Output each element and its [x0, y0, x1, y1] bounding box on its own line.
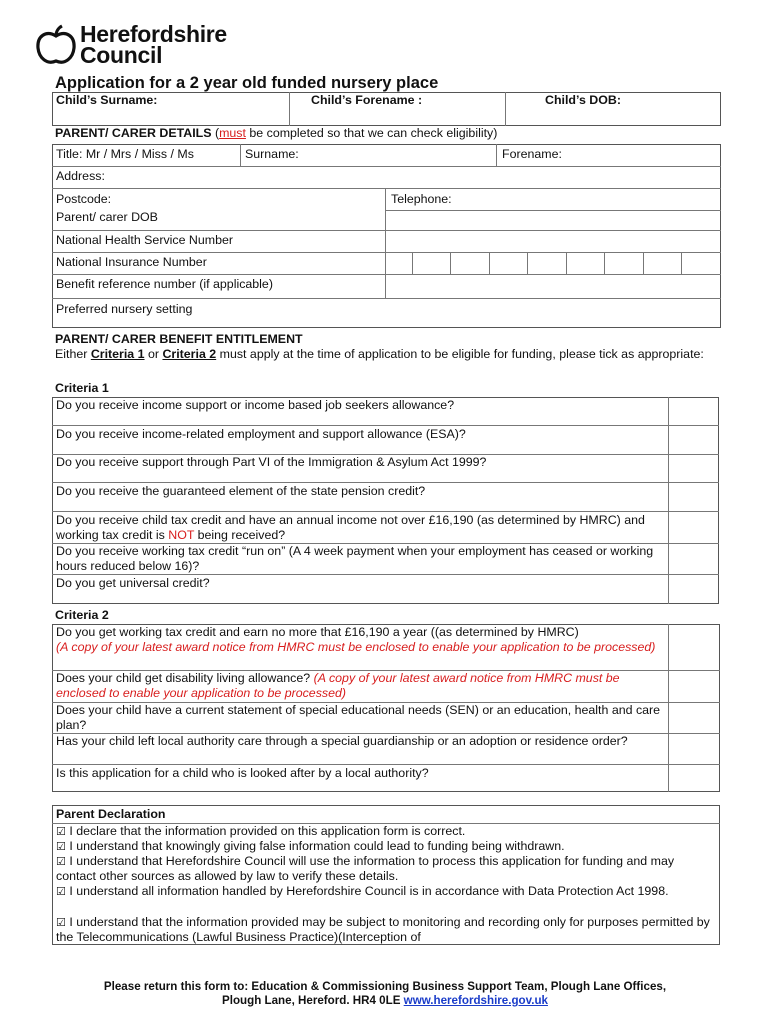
criteria1-q7: Do you get universal credit?	[56, 576, 210, 590]
declaration-item-5: ☑ I understand that the information provided may be subject to monitoring and recording only for purposes permitted by the Telecommunications (Lawful Business Practice)(Interception of	[56, 915, 710, 944]
checkbox-icon: ☑	[56, 840, 66, 853]
checkbox-icon: ☑	[56, 855, 66, 868]
footer-line1: Please return this form to: Education & Commissioning Business Support Team, Plough Lane Offices,	[103, 980, 667, 993]
checkbox-icon: ☑	[56, 916, 66, 929]
nhs-number-field[interactable]: National Health Service Number	[56, 233, 233, 247]
council-name-line1: Herefordshire	[80, 21, 227, 47]
footer-line2: Plough Lane, Hereford. HR4 0LE www.herefordshire.gov.uk	[222, 994, 548, 1007]
criteria1-tick-box-2[interactable]	[669, 426, 718, 454]
criteria2-tick-box-5[interactable]	[669, 765, 719, 791]
criteria1-tick-box-4[interactable]	[669, 483, 718, 511]
page-title: Application for a 2 year old funded nursery place	[55, 74, 439, 92]
address-field[interactable]: Address:	[56, 169, 105, 183]
criteria1-q6: Do you receive working tax credit “run on” (A 4 week payment when your employment has ceased or working hours reduced below 16)?	[56, 544, 654, 573]
parent-forename-field[interactable]: Forename:	[502, 147, 562, 161]
criteria1-q1: Do you receive income support or income based job seekers allowance?	[56, 398, 455, 412]
benefit-ref-field[interactable]: Benefit reference number (if applicable)	[56, 277, 273, 291]
declaration-item-4: ☑ I understand all information handled by Herefordshire Council is in accordance with Data Protection Act 1998.	[56, 884, 669, 898]
criteria2-q4: Has your child left local authority care through a special guardianship or an adoption or residence order?	[56, 734, 628, 748]
criteria2-q2: Does your child get disability living allowance? (A copy of your latest award notice from HMRC must be enclosed to enable your application to be processed)	[56, 671, 620, 700]
declaration-item-1: ☑ I declare that the information provided on this application form is correct.	[56, 824, 466, 838]
criteria1-q2: Do you receive income-related employment and support allowance (ESA)?	[56, 427, 466, 441]
checkbox-icon: ☑	[56, 825, 66, 838]
criteria1-tick-box-6[interactable]	[669, 544, 718, 574]
checkbox-icon: ☑	[56, 885, 66, 898]
apple-icon	[36, 24, 76, 66]
criteria2-heading: Criteria 2	[55, 608, 109, 622]
criteria2-q1: Do you get working tax credit and earn no more that £16,190 a year ((as determined by HMRC) (A copy of your latest award notice from HMRC must be enclosed to enable your application to be processed)	[56, 625, 656, 654]
telephone-field[interactable]: Telephone:	[391, 192, 452, 206]
criteria1-q3: Do you receive support through Part VI of the Immigration & Asylum Act 1999?	[56, 455, 487, 469]
parent-details-heading: PARENT/ CARER DETAILS (must be completed so that we can check eligibility)	[55, 126, 498, 140]
criteria1-q4: Do you receive the guaranteed element of the state pension credit?	[56, 484, 426, 498]
declaration-heading: Parent Declaration	[56, 807, 166, 821]
council-logo	[36, 22, 236, 68]
criteria2-tick-box-1[interactable]	[669, 625, 719, 670]
title-field[interactable]: Title: Mr / Mrs / Miss / Ms	[56, 147, 194, 161]
declaration-item-3: ☑ I understand that Herefordshire Council will use the information to process this application for funding and may contact other sources as allowed by law to verify these details.	[56, 854, 675, 883]
criteria2-tick-box-2[interactable]	[669, 671, 719, 702]
criteria1-tick-box-3[interactable]	[669, 455, 718, 482]
parent-surname-field[interactable]: Surname:	[245, 147, 299, 161]
criteria2-tick-box-4[interactable]	[669, 734, 719, 764]
criteria1-tick-box-7[interactable]	[669, 575, 718, 603]
criteria1-heading: Criteria 1	[55, 381, 109, 395]
child-surname-label: Child’s Surname:	[56, 93, 158, 107]
criteria1-tick-box-5[interactable]	[669, 512, 718, 543]
postcode-field[interactable]: Postcode:	[56, 192, 112, 206]
council-name-line2: Council	[80, 42, 163, 68]
entitlement-heading: PARENT/ CARER BENEFIT ENTITLEMENT	[55, 332, 303, 346]
nursery-field[interactable]: Preferred nursery setting	[56, 302, 193, 316]
criteria1-tick-box-1[interactable]	[669, 398, 718, 425]
declaration-item-2: ☑ I understand that knowingly giving false information could lead to funding being withdrawn.	[56, 839, 565, 853]
criteria2-q3: Does your child have a current statement of special educational needs (SEN) or an education, health and care plan?	[56, 703, 661, 732]
child-dob-label: Child’s DOB:	[545, 93, 621, 107]
criteria1-q5: Do you receive child tax credit and have an annual income not over £16,190 (as determined by HMRC) and working tax credit is NOT being received?	[56, 513, 645, 542]
parent-dob-field[interactable]: Parent/ carer DOB	[56, 210, 158, 224]
ni-number-field[interactable]: National Insurance Number	[56, 255, 207, 269]
website-link[interactable]: www.herefordshire.gov.uk	[403, 994, 548, 1007]
criteria2-q5: Is this application for a child who is looked after by a local authority?	[56, 766, 429, 780]
entitlement-intro: Either Criteria 1 or Criteria 2 must apply at the time of application to be eligible for funding, please tick as appropriate:	[55, 347, 704, 361]
child-forename-label: Child’s Forename :	[311, 93, 423, 107]
criteria2-tick-box-3[interactable]	[669, 703, 719, 733]
